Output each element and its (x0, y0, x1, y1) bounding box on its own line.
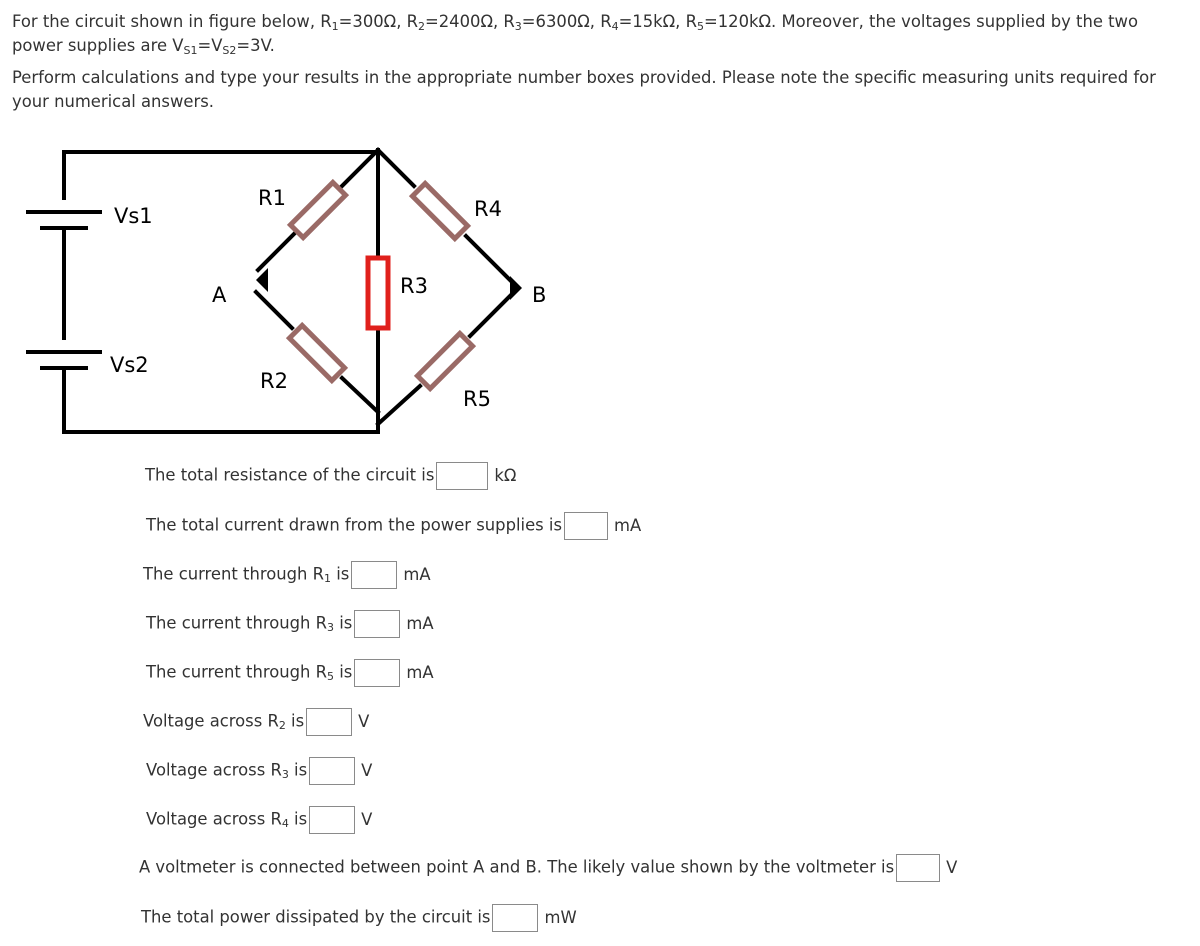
resistor-r4 (412, 183, 467, 238)
answer-voltage-r2-input[interactable] (306, 708, 352, 736)
intro-text: =300Ω, R (338, 12, 419, 31)
subscript: 5 (327, 670, 335, 683)
question-label: A voltmeter is connected between point A and B. The likely value shown by the voltmeter is (139, 857, 895, 877)
question-total-current (146, 510, 641, 540)
label-node-b: B (532, 283, 547, 307)
subscript: 5 (697, 20, 704, 33)
question-voltage-r3 (146, 755, 372, 785)
answer-voltage-r4-input[interactable] (309, 806, 355, 834)
unit-label: kΩ (494, 465, 517, 485)
answer-voltmeter-input[interactable] (896, 854, 940, 882)
question-label: The total current drawn from the power supplies is (146, 515, 563, 535)
wire-r2-top (256, 292, 292, 328)
wire-r4-bottom (466, 236, 510, 280)
question-voltmeter-ab (139, 852, 957, 882)
battery-vs2 (26, 352, 102, 368)
subscript: 1 (324, 572, 332, 585)
battery-vs1 (26, 212, 102, 228)
resistor-r5 (417, 333, 472, 388)
unit-label: mA (403, 564, 431, 584)
unit-label: mA (406, 662, 434, 682)
label-vs1: Vs1 (114, 204, 153, 228)
intro-text: =6300Ω, R (521, 12, 612, 31)
wire-r1-top (342, 150, 378, 186)
subscript: 3 (281, 768, 289, 781)
intro-text: =2400Ω, R (425, 12, 515, 31)
node-b-arrow (510, 276, 522, 300)
question-current-r1 (143, 559, 431, 589)
resistor-r1 (290, 182, 345, 237)
unit-label: mA (406, 613, 434, 633)
question-label: The current through R (146, 613, 328, 633)
answer-current-r5-input[interactable] (354, 659, 400, 687)
answer-total-current-input[interactable] (564, 512, 608, 540)
label-r3: R3 (400, 274, 428, 298)
question-label: The current through R (143, 564, 325, 584)
question-current-r5 (146, 657, 434, 687)
answer-voltage-r3-input[interactable] (309, 757, 355, 785)
answer-current-r1-input[interactable] (351, 561, 397, 589)
unit-label: V (358, 711, 370, 731)
question-label: is (334, 613, 353, 633)
unit-label: mA (614, 515, 642, 535)
unit-label: mW (544, 907, 577, 927)
subscript: 3 (514, 20, 522, 33)
answer-current-r3-input[interactable] (354, 610, 400, 638)
subscript: S1 (183, 44, 198, 57)
question-label: The total resistance of the circuit is (145, 465, 435, 485)
label-r1: R1 (258, 186, 286, 210)
subscript: 3 (327, 621, 335, 634)
unit-label: V (361, 809, 373, 829)
intro-paragraph-instructions: Perform calculations and type your results in the appropriate number boxes provided. Please note the specific measuring units required for your numerical answers. (12, 68, 1156, 111)
subscript: 2 (278, 719, 286, 732)
question-label: Voltage across R (143, 711, 279, 731)
intro-text: =3V. (236, 36, 275, 55)
wire-r1-bottom (258, 234, 294, 270)
subscript: 1 (331, 20, 339, 33)
answer-total-power-input[interactable] (492, 904, 538, 932)
question-label: is (288, 809, 308, 829)
question-label: Voltage across R (146, 760, 282, 780)
subscript: 2 (418, 20, 426, 33)
label-vs2: Vs2 (110, 353, 149, 377)
subscript: S2 (222, 44, 237, 57)
wire-r4-top (378, 150, 414, 186)
label-r2: R2 (260, 369, 288, 393)
label-r5: R5 (463, 387, 491, 411)
question-current-r3 (146, 608, 434, 638)
resistor-r2 (289, 325, 344, 380)
question-label: is (285, 711, 305, 731)
subscript: 4 (611, 20, 619, 33)
unit-label: V (361, 760, 373, 780)
resistor-r3 (368, 258, 388, 328)
intro-text: For the circuit shown in figure below, R (12, 12, 332, 31)
question-voltage-r4 (146, 804, 372, 834)
intro-text: =15kΩ, R (618, 12, 697, 31)
question-total-power (141, 902, 577, 932)
unit-label: V (946, 857, 958, 877)
question-label: The current through R (146, 662, 328, 682)
question-label: Voltage across R (146, 809, 282, 829)
question-label: is (334, 662, 353, 682)
subscript: 4 (281, 817, 289, 830)
question-total-resistance (145, 460, 516, 490)
wire-r5-top (470, 296, 510, 336)
intro-paragraph-values (12, 10, 1192, 58)
answer-total-resistance-input[interactable] (436, 462, 488, 490)
wire-r2-bottom (342, 378, 378, 412)
label-node-a: A (212, 283, 227, 307)
question-voltage-r2 (143, 706, 369, 736)
question-label: The total power dissipated by the circuit is (141, 907, 491, 927)
circuit-diagram (0, 130, 620, 450)
label-r4: R4 (474, 197, 502, 221)
question-label: is (288, 760, 308, 780)
wire-r5-bottom (378, 386, 420, 424)
intro-text: =120kΩ. Moreover, the voltages supplied by the two power supplies are V (12, 12, 1138, 55)
intro-text: =V (197, 36, 223, 55)
question-label: is (331, 564, 350, 584)
